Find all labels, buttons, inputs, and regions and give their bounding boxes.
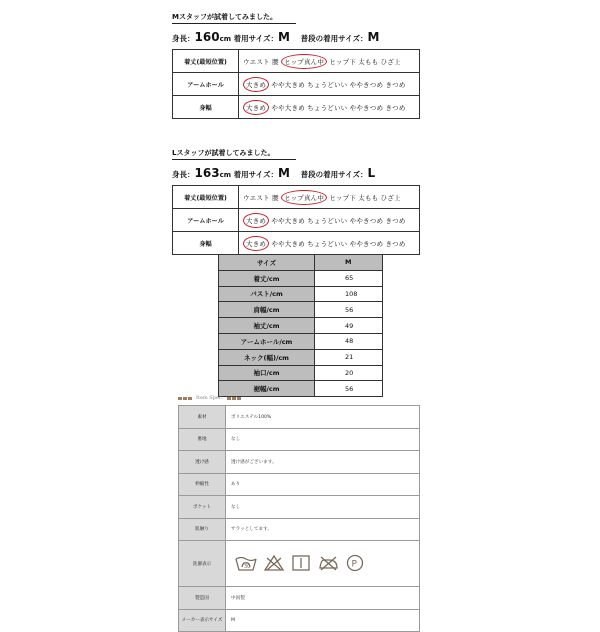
fit-row bbox=[173, 232, 420, 255]
spec-row-value: M bbox=[226, 609, 420, 632]
spec-row-value: 中国製 bbox=[226, 587, 420, 610]
size-row bbox=[219, 333, 383, 349]
spec-row-value: なし bbox=[226, 428, 420, 451]
spec-row bbox=[179, 609, 420, 632]
selected-option-circle: ヒップ真ん中 bbox=[281, 190, 327, 205]
spec-row bbox=[179, 406, 420, 429]
no-bleach-icon bbox=[263, 554, 285, 574]
size-row-key: 袖丈/cm bbox=[219, 318, 315, 334]
spec-row-key: 伸縮性 bbox=[179, 473, 226, 496]
height-label: 身長： bbox=[172, 170, 195, 179]
item-spec-table bbox=[178, 405, 420, 632]
fit-option: やや大きめ bbox=[271, 216, 305, 225]
size-row-value: 65 bbox=[315, 270, 383, 286]
spec-row-key: 裏地 bbox=[179, 428, 226, 451]
fit-row-options bbox=[239, 209, 420, 232]
fit-option: ウエスト bbox=[243, 57, 270, 66]
fit-row bbox=[173, 73, 420, 96]
spec-row-value: サラッとしてます。 bbox=[226, 518, 420, 541]
fit-option: ちょうどいい bbox=[307, 216, 348, 225]
spec-row-key: ポケット bbox=[179, 496, 226, 519]
iron-low-icon bbox=[317, 554, 339, 574]
fit-option: 太もも bbox=[358, 57, 379, 66]
spec-row bbox=[179, 541, 420, 587]
fit-row bbox=[173, 209, 420, 232]
fit-option: 腰 bbox=[272, 57, 279, 66]
size-row-value: 48 bbox=[315, 333, 383, 349]
fit-option: ちょうどいい bbox=[307, 103, 348, 112]
dry-clean-p-icon bbox=[345, 554, 365, 574]
height-unit: cm bbox=[219, 35, 232, 43]
size-row bbox=[219, 365, 383, 381]
height-value: 163 bbox=[194, 166, 220, 180]
fit-option: ウエスト bbox=[243, 193, 270, 202]
size-header-value: M bbox=[315, 255, 383, 271]
fit-option: ヒップ下 bbox=[329, 193, 356, 202]
selected-option-circle: 大きめ bbox=[243, 213, 269, 228]
size-row-key: バスト/cm bbox=[219, 286, 315, 302]
l-fit-table bbox=[172, 185, 420, 255]
height-value: 160 bbox=[194, 30, 220, 44]
fit-row-options bbox=[239, 50, 420, 73]
size-row-key: ネック(幅)/cm bbox=[219, 349, 315, 365]
l-staff-section bbox=[172, 140, 420, 255]
fit-option: きつめ bbox=[385, 80, 406, 89]
size-row-value: 21 bbox=[315, 349, 383, 365]
fit-option: ひざ上 bbox=[380, 193, 401, 202]
spec-row bbox=[179, 518, 420, 541]
spec-row-key: 製造国 bbox=[179, 587, 226, 610]
fit-option: ややきつめ bbox=[349, 216, 384, 225]
l-staff-title: Lスタッフが試着してみました。 bbox=[172, 148, 296, 160]
size-row-value: 56 bbox=[315, 381, 383, 397]
m-fit-table bbox=[172, 49, 420, 119]
fit-option: やや大きめ bbox=[271, 239, 305, 248]
usual-size-label: 普段の着用サイズ： bbox=[300, 170, 368, 179]
selected-option-circle: 大きめ bbox=[243, 77, 269, 92]
fit-option: やや大きめ bbox=[271, 103, 305, 112]
fit-option: ややきつめ bbox=[349, 239, 384, 248]
size-header-key: サイズ bbox=[219, 255, 315, 271]
fit-option: ひざ上 bbox=[380, 57, 401, 66]
heading-dots-right bbox=[227, 397, 241, 400]
size-row-key: アームホール/cm bbox=[219, 333, 315, 349]
size-label: 着用サイズ： bbox=[233, 34, 279, 43]
fit-row-label: アームホール bbox=[173, 73, 239, 96]
size-value: M bbox=[278, 30, 290, 44]
fit-option: やや大きめ bbox=[271, 80, 305, 89]
fit-row-label: アームホール bbox=[173, 209, 239, 232]
spec-row-key: 透け感 bbox=[179, 451, 226, 474]
size-row-value: 108 bbox=[315, 286, 383, 302]
fit-option: ちょうどいい bbox=[307, 239, 348, 248]
fit-option: きつめ bbox=[385, 103, 406, 112]
height-unit: cm bbox=[219, 171, 232, 179]
fit-row-label: 身幅 bbox=[173, 232, 239, 255]
heading-dots-left bbox=[178, 397, 192, 400]
size-row-key: 肩幅/cm bbox=[219, 302, 315, 318]
size-row-key: 袖口/cm bbox=[219, 365, 315, 381]
spec-row bbox=[179, 473, 420, 496]
size-row bbox=[219, 318, 383, 334]
svg-text:P: P bbox=[351, 559, 357, 569]
m-staff-stats bbox=[172, 30, 420, 44]
height-label: 身長： bbox=[172, 34, 195, 43]
spec-row-value: なし bbox=[226, 496, 420, 519]
fit-row-label: 身幅 bbox=[173, 96, 239, 119]
fit-row bbox=[173, 186, 420, 209]
spec-row-key: 素材 bbox=[179, 406, 226, 429]
spec-row bbox=[179, 428, 420, 451]
selected-option-circle: 大きめ bbox=[243, 236, 269, 251]
size-row bbox=[219, 349, 383, 365]
usual-size-label: 普段の着用サイズ： bbox=[300, 34, 368, 43]
usual-size-value: M bbox=[367, 30, 380, 44]
size-row-value: 20 bbox=[315, 365, 383, 381]
selected-option-circle: 大きめ bbox=[243, 100, 269, 115]
fit-option: ヒップ下 bbox=[329, 57, 356, 66]
size-row-value: 56 bbox=[315, 302, 383, 318]
fit-option: 太もも bbox=[358, 193, 379, 202]
fit-row bbox=[173, 50, 420, 73]
spec-row-key: メーカー表示サイズ bbox=[179, 609, 226, 632]
spec-row bbox=[179, 496, 420, 519]
size-row bbox=[219, 286, 383, 302]
spec-row bbox=[179, 451, 420, 474]
spec-row-value: 透け感がございます。 bbox=[226, 451, 420, 474]
spec-row-key: 肌触り bbox=[179, 518, 226, 541]
usual-size-value: L bbox=[367, 166, 376, 180]
fit-row-options bbox=[239, 96, 420, 119]
spec-row-key: 洗濯表示 bbox=[179, 541, 226, 587]
item-spec-heading bbox=[178, 395, 241, 401]
fit-row-options bbox=[239, 73, 420, 96]
fit-row bbox=[173, 96, 420, 119]
size-row-key: 着丈/cm bbox=[219, 270, 315, 286]
spec-row-value: あり bbox=[226, 473, 420, 496]
size-row-key: 裾幅/cm bbox=[219, 381, 315, 397]
size-row bbox=[219, 381, 383, 397]
hang-dry-icon bbox=[291, 554, 311, 574]
fit-option: ややきつめ bbox=[349, 103, 384, 112]
hand-wash-icon bbox=[235, 554, 257, 574]
l-staff-stats bbox=[172, 166, 420, 180]
size-label: 着用サイズ： bbox=[233, 170, 279, 179]
spec-row bbox=[179, 587, 420, 610]
fit-option: きつめ bbox=[385, 239, 406, 248]
fit-row-options bbox=[239, 186, 420, 209]
fit-option: ちょうどいい bbox=[307, 80, 348, 89]
size-value: M bbox=[278, 166, 290, 180]
size-row bbox=[219, 302, 383, 318]
spec-row-value: ポリエステル100% bbox=[226, 406, 420, 429]
fit-option: 腰 bbox=[272, 193, 279, 202]
selected-option-circle: ヒップ真ん中 bbox=[281, 54, 327, 69]
size-table bbox=[218, 254, 383, 397]
fit-row-options bbox=[239, 232, 420, 255]
fit-row-label: 着丈(最短位置) bbox=[173, 186, 239, 209]
fit-option: ややきつめ bbox=[349, 80, 384, 89]
care-icons bbox=[226, 541, 420, 587]
m-staff-section bbox=[172, 4, 420, 119]
size-table-header bbox=[219, 255, 383, 271]
item-spec-title: Item Spec. bbox=[196, 395, 224, 401]
size-row bbox=[219, 270, 383, 286]
fit-option: きつめ bbox=[385, 216, 406, 225]
svg-text:30: 30 bbox=[244, 563, 251, 570]
m-staff-title: Mスタッフが試着してみました。 bbox=[172, 12, 296, 24]
size-row-value: 49 bbox=[315, 318, 383, 334]
fit-row-label: 着丈(最短位置) bbox=[173, 50, 239, 73]
